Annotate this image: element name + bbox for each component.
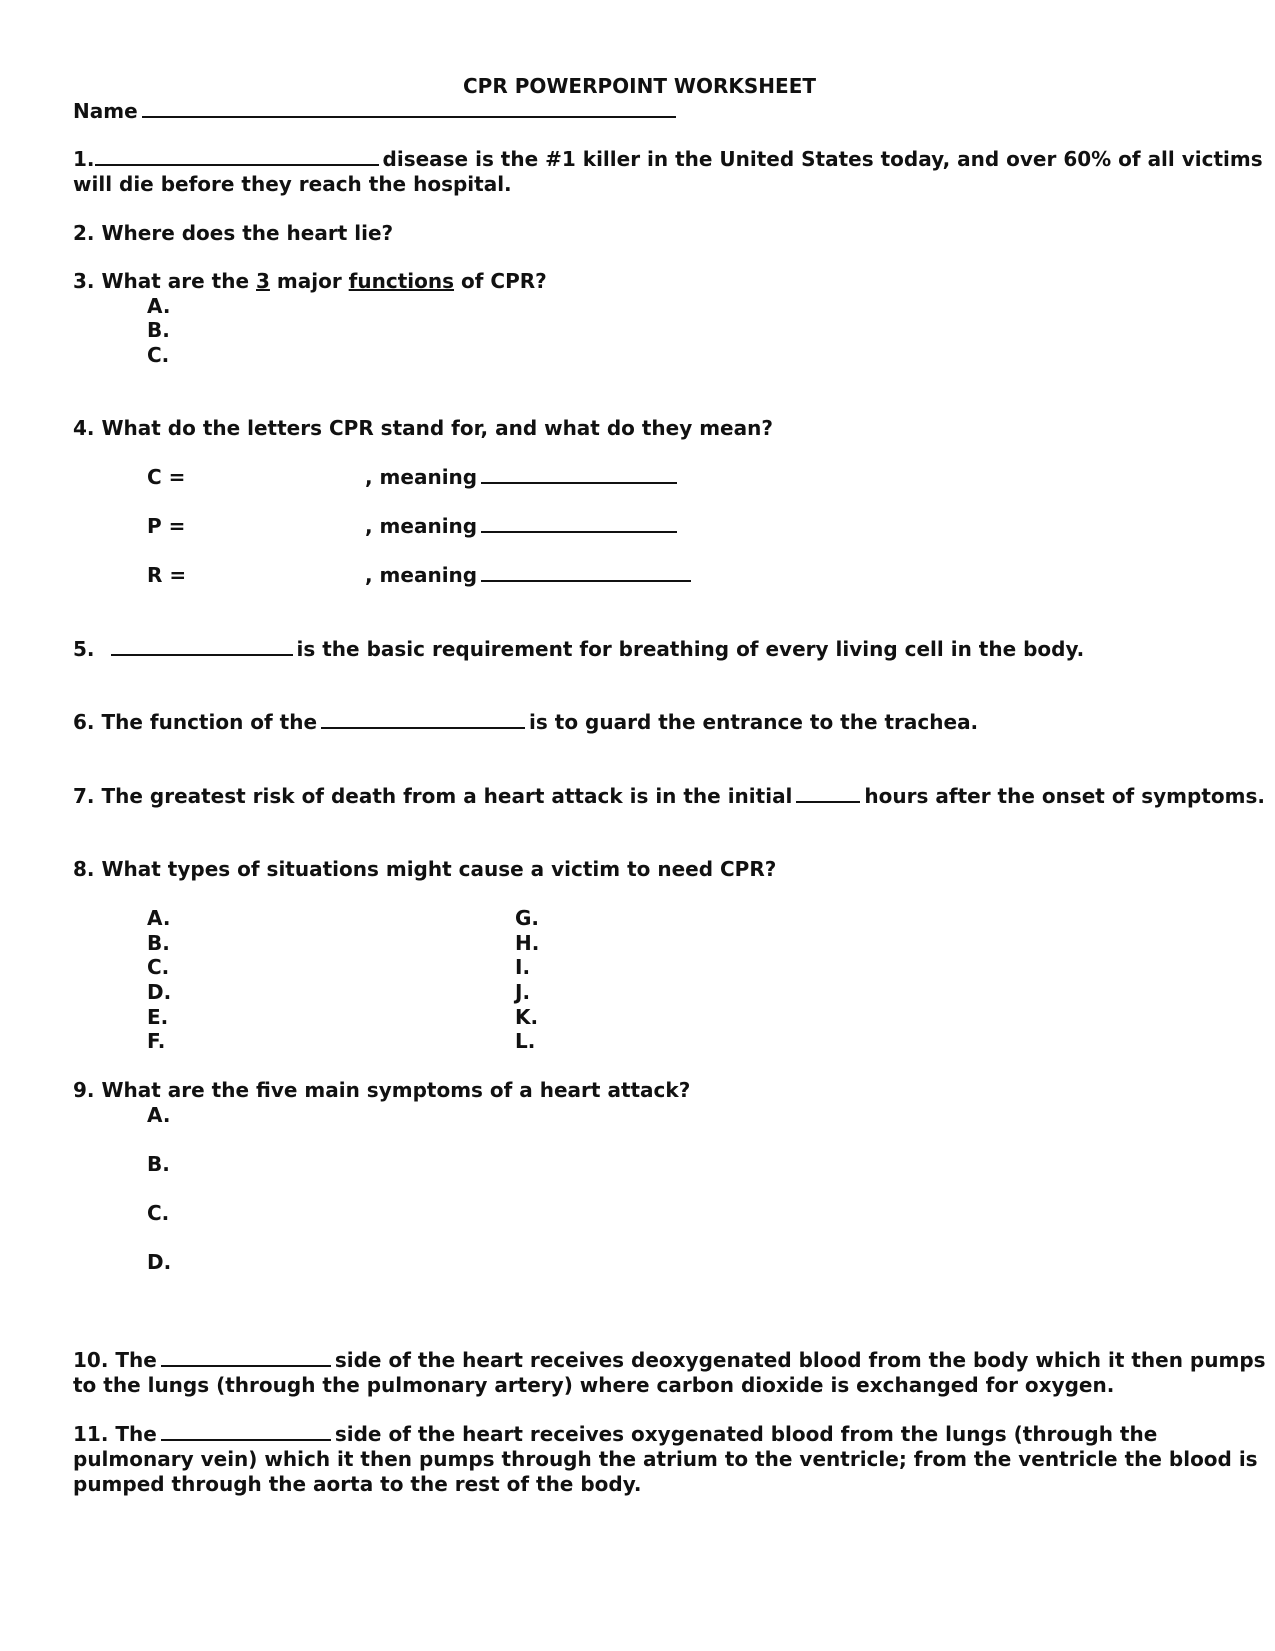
q3-functions: functions bbox=[348, 269, 455, 293]
q7-blank[interactable] bbox=[796, 784, 860, 803]
q6-prefix: 6. The function of the bbox=[73, 710, 318, 734]
name-blank[interactable] bbox=[142, 99, 676, 118]
q9-item-c: C. bbox=[147, 1201, 170, 1225]
q8-item-i: I. bbox=[515, 955, 531, 979]
q10-blank[interactable] bbox=[161, 1348, 331, 1367]
q6-suffix: is to guard the entrance to the trachea. bbox=[529, 710, 979, 734]
q3-number-3: 3 bbox=[256, 269, 270, 293]
question-8: 8. What types of situations might cause a victim to need CPR? bbox=[73, 857, 777, 881]
q3-item-a: A. bbox=[147, 294, 171, 318]
question-10-line1 bbox=[73, 1348, 1266, 1373]
q11-text-line3: pumped through the aorta to the rest of the body. bbox=[73, 1472, 642, 1496]
q1-text-line1: disease is the #1 killer in the United States today, and over 60% of all victims bbox=[382, 147, 1263, 171]
q8-item-f: F. bbox=[147, 1029, 166, 1053]
question-6 bbox=[73, 710, 978, 735]
q4-row-c bbox=[365, 465, 681, 490]
q4-meaning-blank-c[interactable] bbox=[481, 465, 677, 484]
name-label: Name bbox=[73, 99, 138, 123]
q4-meaning-blank-r[interactable] bbox=[481, 563, 691, 582]
q6-blank[interactable] bbox=[321, 710, 525, 729]
q5-blank[interactable] bbox=[111, 637, 293, 656]
q1-blank[interactable] bbox=[95, 147, 379, 166]
q4-row-p bbox=[365, 514, 681, 539]
q8-item-g: G. bbox=[515, 906, 540, 930]
q3-suffix: of CPR? bbox=[460, 269, 547, 293]
q8-item-l: L. bbox=[515, 1029, 536, 1053]
q10-text-line1: side of the heart receives deoxygenated blood from the body which it then pumps bbox=[334, 1348, 1266, 1372]
q4-meaning-label-p: , meaning bbox=[365, 514, 478, 538]
q3-major: major bbox=[276, 269, 342, 293]
q7-prefix: 7. The greatest risk of death from a heart attack is in the initial bbox=[73, 784, 793, 808]
q1-number: 1. bbox=[73, 147, 95, 171]
q8-item-c: C. bbox=[147, 955, 170, 979]
q7-suffix: hours after the onset of symptoms. bbox=[864, 784, 1265, 808]
q4-meaning-label-r: , meaning bbox=[365, 563, 478, 587]
q11-blank[interactable] bbox=[161, 1422, 331, 1441]
question-3 bbox=[73, 269, 547, 294]
q8-item-d: D. bbox=[147, 980, 172, 1004]
question-4: 4. What do the letters CPR stand for, and what do they mean? bbox=[73, 416, 773, 440]
q4-row-r bbox=[365, 563, 695, 588]
question-5 bbox=[73, 637, 1084, 662]
q1-text-line2: will die before they reach the hospital. bbox=[73, 172, 512, 196]
q10-text-line2: to the lungs (through the pulmonary artery) where carbon dioxide is exchanged for oxygen. bbox=[73, 1373, 1115, 1397]
question-11-line1 bbox=[73, 1422, 1157, 1447]
q3-prefix: 3. What are the bbox=[73, 269, 250, 293]
q10-prefix: 10. The bbox=[73, 1348, 157, 1372]
question-7 bbox=[73, 784, 1265, 809]
question-9: 9. What are the five main symptoms of a heart attack? bbox=[73, 1078, 691, 1102]
page-title: CPR POWERPOINT WORKSHEET bbox=[463, 74, 816, 98]
q9-item-d: D. bbox=[147, 1250, 172, 1274]
q5-number: 5. bbox=[73, 637, 95, 661]
q5-text: is the basic requirement for breathing of every living cell in the body. bbox=[296, 637, 1085, 661]
q8-item-k: K. bbox=[515, 1005, 539, 1029]
q11-text-line1: side of the heart receives oxygenated blood from the lungs (through the bbox=[334, 1422, 1158, 1446]
q9-item-a: A. bbox=[147, 1103, 171, 1127]
q8-item-h: H. bbox=[515, 931, 540, 955]
q8-item-j: J. bbox=[515, 980, 531, 1004]
q4-letter-c: C = bbox=[147, 465, 186, 489]
q4-letter-r: R = bbox=[147, 563, 187, 587]
q9-item-b: B. bbox=[147, 1152, 170, 1176]
q11-text-line2: pulmonary vein) which it then pumps through the atrium to the ventricle; from the ventricle the blood is bbox=[73, 1447, 1258, 1471]
q4-letter-p: P = bbox=[147, 514, 186, 538]
question-1-line1 bbox=[73, 147, 1263, 172]
q8-item-e: E. bbox=[147, 1005, 169, 1029]
q4-meaning-blank-p[interactable] bbox=[481, 514, 677, 533]
q4-meaning-label-c: , meaning bbox=[365, 465, 478, 489]
q8-item-a: A. bbox=[147, 906, 171, 930]
name-row bbox=[73, 99, 680, 124]
q3-item-c: C. bbox=[147, 343, 170, 367]
question-2: 2. Where does the heart lie? bbox=[73, 221, 394, 245]
q11-prefix: 11. The bbox=[73, 1422, 157, 1446]
q3-item-b: B. bbox=[147, 318, 170, 342]
q8-item-b: B. bbox=[147, 931, 170, 955]
